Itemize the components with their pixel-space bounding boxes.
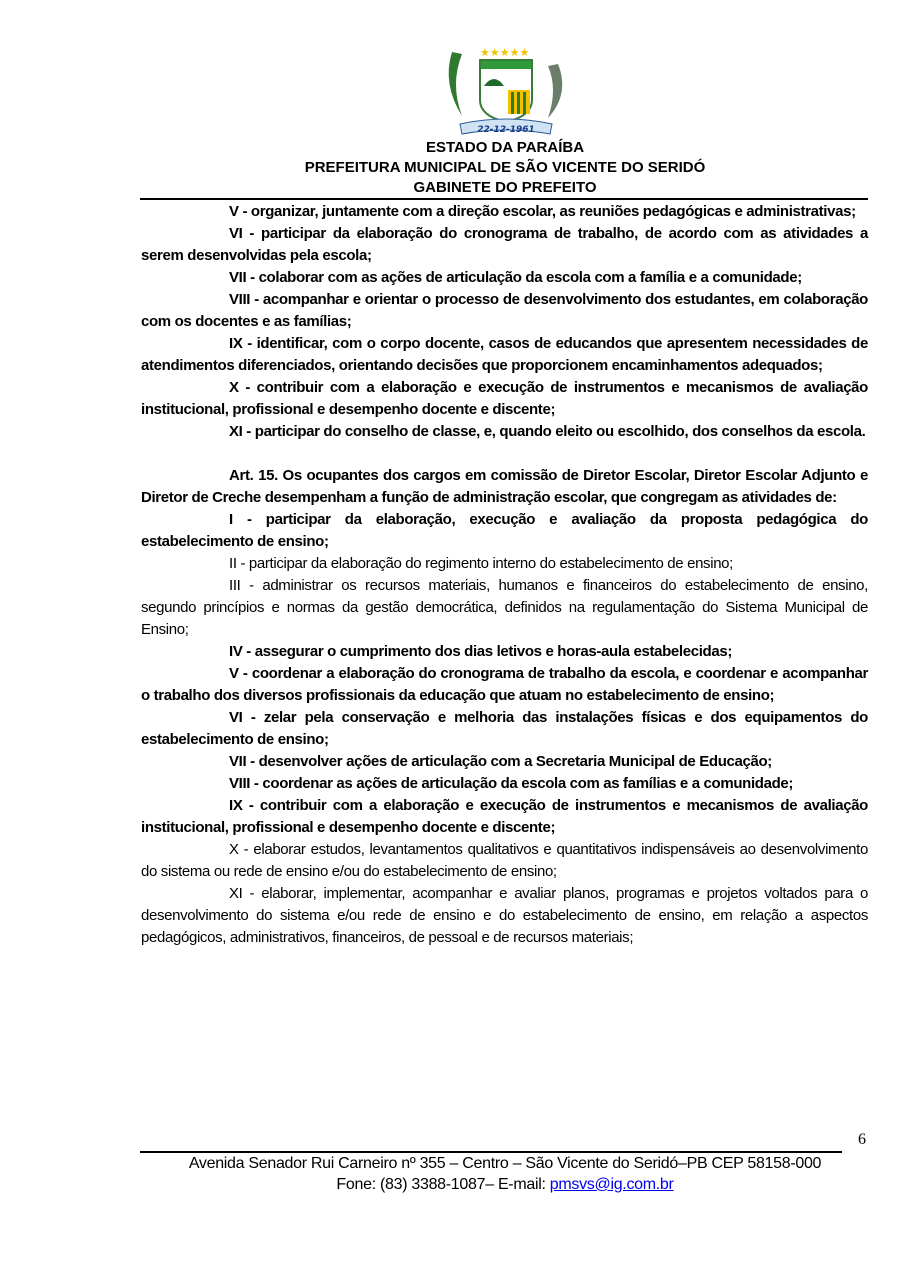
email-link[interactable]: pmsvs@ig.com.br (549, 1176, 674, 1193)
paragraph: VII - colaborar com as ações de articulação da escola com a família e a comunidade; (229, 269, 802, 286)
header-state: ESTADO DA PARAÍBA (425, 139, 585, 156)
paragraph: IX - identificar, com o corpo docente, casos de educandos que apresentem necessidades de atendimentos diferenciados, orientando decisões que proporcionem encaminhamentos adequados; (141, 335, 868, 374)
paragraph: II - participar da elaboração do regimento interno do estabelecimento de ensino; (229, 555, 733, 572)
paragraph: VII - desenvolver ações de articulação com a Secretaria Municipal de Educação; (229, 753, 772, 770)
paragraph: V - organizar, juntamente com a direção escolar, as reuniões pedagógicas e administrativas; (229, 203, 856, 220)
paragraph: VI - zelar pela conservação e melhoria das instalações físicas e dos equipamentos do estabelecimento de ensino; (141, 709, 868, 748)
header-prefeitura: PREFEITURA MUNICIPAL DE SÃO VICENTE DO SERIDÓ (304, 159, 706, 176)
coat-of-arms-logo (440, 44, 570, 136)
paragraph: VIII - acompanhar e orientar o processo de desenvolvimento dos estudantes, em colaboração com os docentes e as famílias; (141, 291, 868, 330)
header-gabinete: GABINETE DO PREFEITO (413, 179, 597, 196)
paragraph: V - coordenar a elaboração do cronograma de trabalho da escola, e coordenar e acompanhar o trabalho dos diversos profissionais da educação que atuam no estabelecimento de ensino; (141, 665, 868, 704)
paragraph: XI - participar do conselho de classe, e, quando eleito ou escolhido, dos conselhos da escola. (229, 423, 866, 440)
header-divider (140, 198, 868, 200)
document-body (141, 201, 868, 949)
paragraph: VI - participar da elaboração do cronograma de trabalho, de acordo com as atividades a serem desenvolvidas pela escola; (141, 225, 868, 264)
svg-text:22-12-1961: 22-12-1961 (477, 125, 535, 135)
paragraph: IV - assegurar o cumprimento dos dias letivos e horas-aula estabelecidas; (229, 643, 732, 660)
blank-line (141, 443, 868, 465)
paragraph: IX - contribuir com a elaboração e execução de instrumentos e mecanismos de avaliação institucional, profissional e desempenho docente e discente; (141, 797, 868, 836)
footer-phone: Fone: (83) 3388-1087– E-mail: (336, 1176, 550, 1193)
paragraph: Art. 15. Os ocupantes dos cargos em comissão de Diretor Escolar, Diretor Escolar Adjunto e Diretor de Creche desempenham a função de administração escolar, que congregam as atividades de: (141, 467, 868, 506)
paragraph: I - participar da elaboração, execução e avaliação da proposta pedagógica do estabelecimento de ensino; (141, 511, 868, 550)
paragraph: X - elaborar estudos, levantamentos qualitativos e quantitativos indispensáveis ao desenvolvimento do sistema ou rede de ensino e/ou do estabelecimento de ensino; (141, 841, 868, 880)
svg-text:★★★★★: ★★★★★ (480, 46, 530, 59)
paragraph: VIII - coordenar as ações de articulação da escola com as famílias e a comunidade; (229, 775, 794, 792)
footer-address: Avenida Senador Rui Carneiro nº 355 – Centro – São Vicente do Seridó–PB CEP 58158-000 (188, 1155, 822, 1172)
footer-contact (130, 1174, 880, 1195)
page-number: 6 (858, 1131, 866, 1148)
paragraph: X - contribuir com a elaboração e execução de instrumentos e mecanismos de avaliação institucional, profissional e desempenho docente e discente; (141, 379, 868, 418)
paragraph: III - administrar os recursos materiais, humanos e financeiros do estabelecimento de ensino, segundo princípios e normas da gestão democrática, definidos na regulamentação do Sistema Municipal de Ensino; (141, 577, 868, 638)
paragraph: XI - elaborar, implementar, acompanhar e avaliar planos, programas e projetos voltados para o desenvolvimento do sistema e/ou rede de ensino e do estabelecimento de ensino, em relação a aspectos pedagógicos, administrativos, financeiros, de pessoal e de recursos materiais; (141, 885, 868, 946)
